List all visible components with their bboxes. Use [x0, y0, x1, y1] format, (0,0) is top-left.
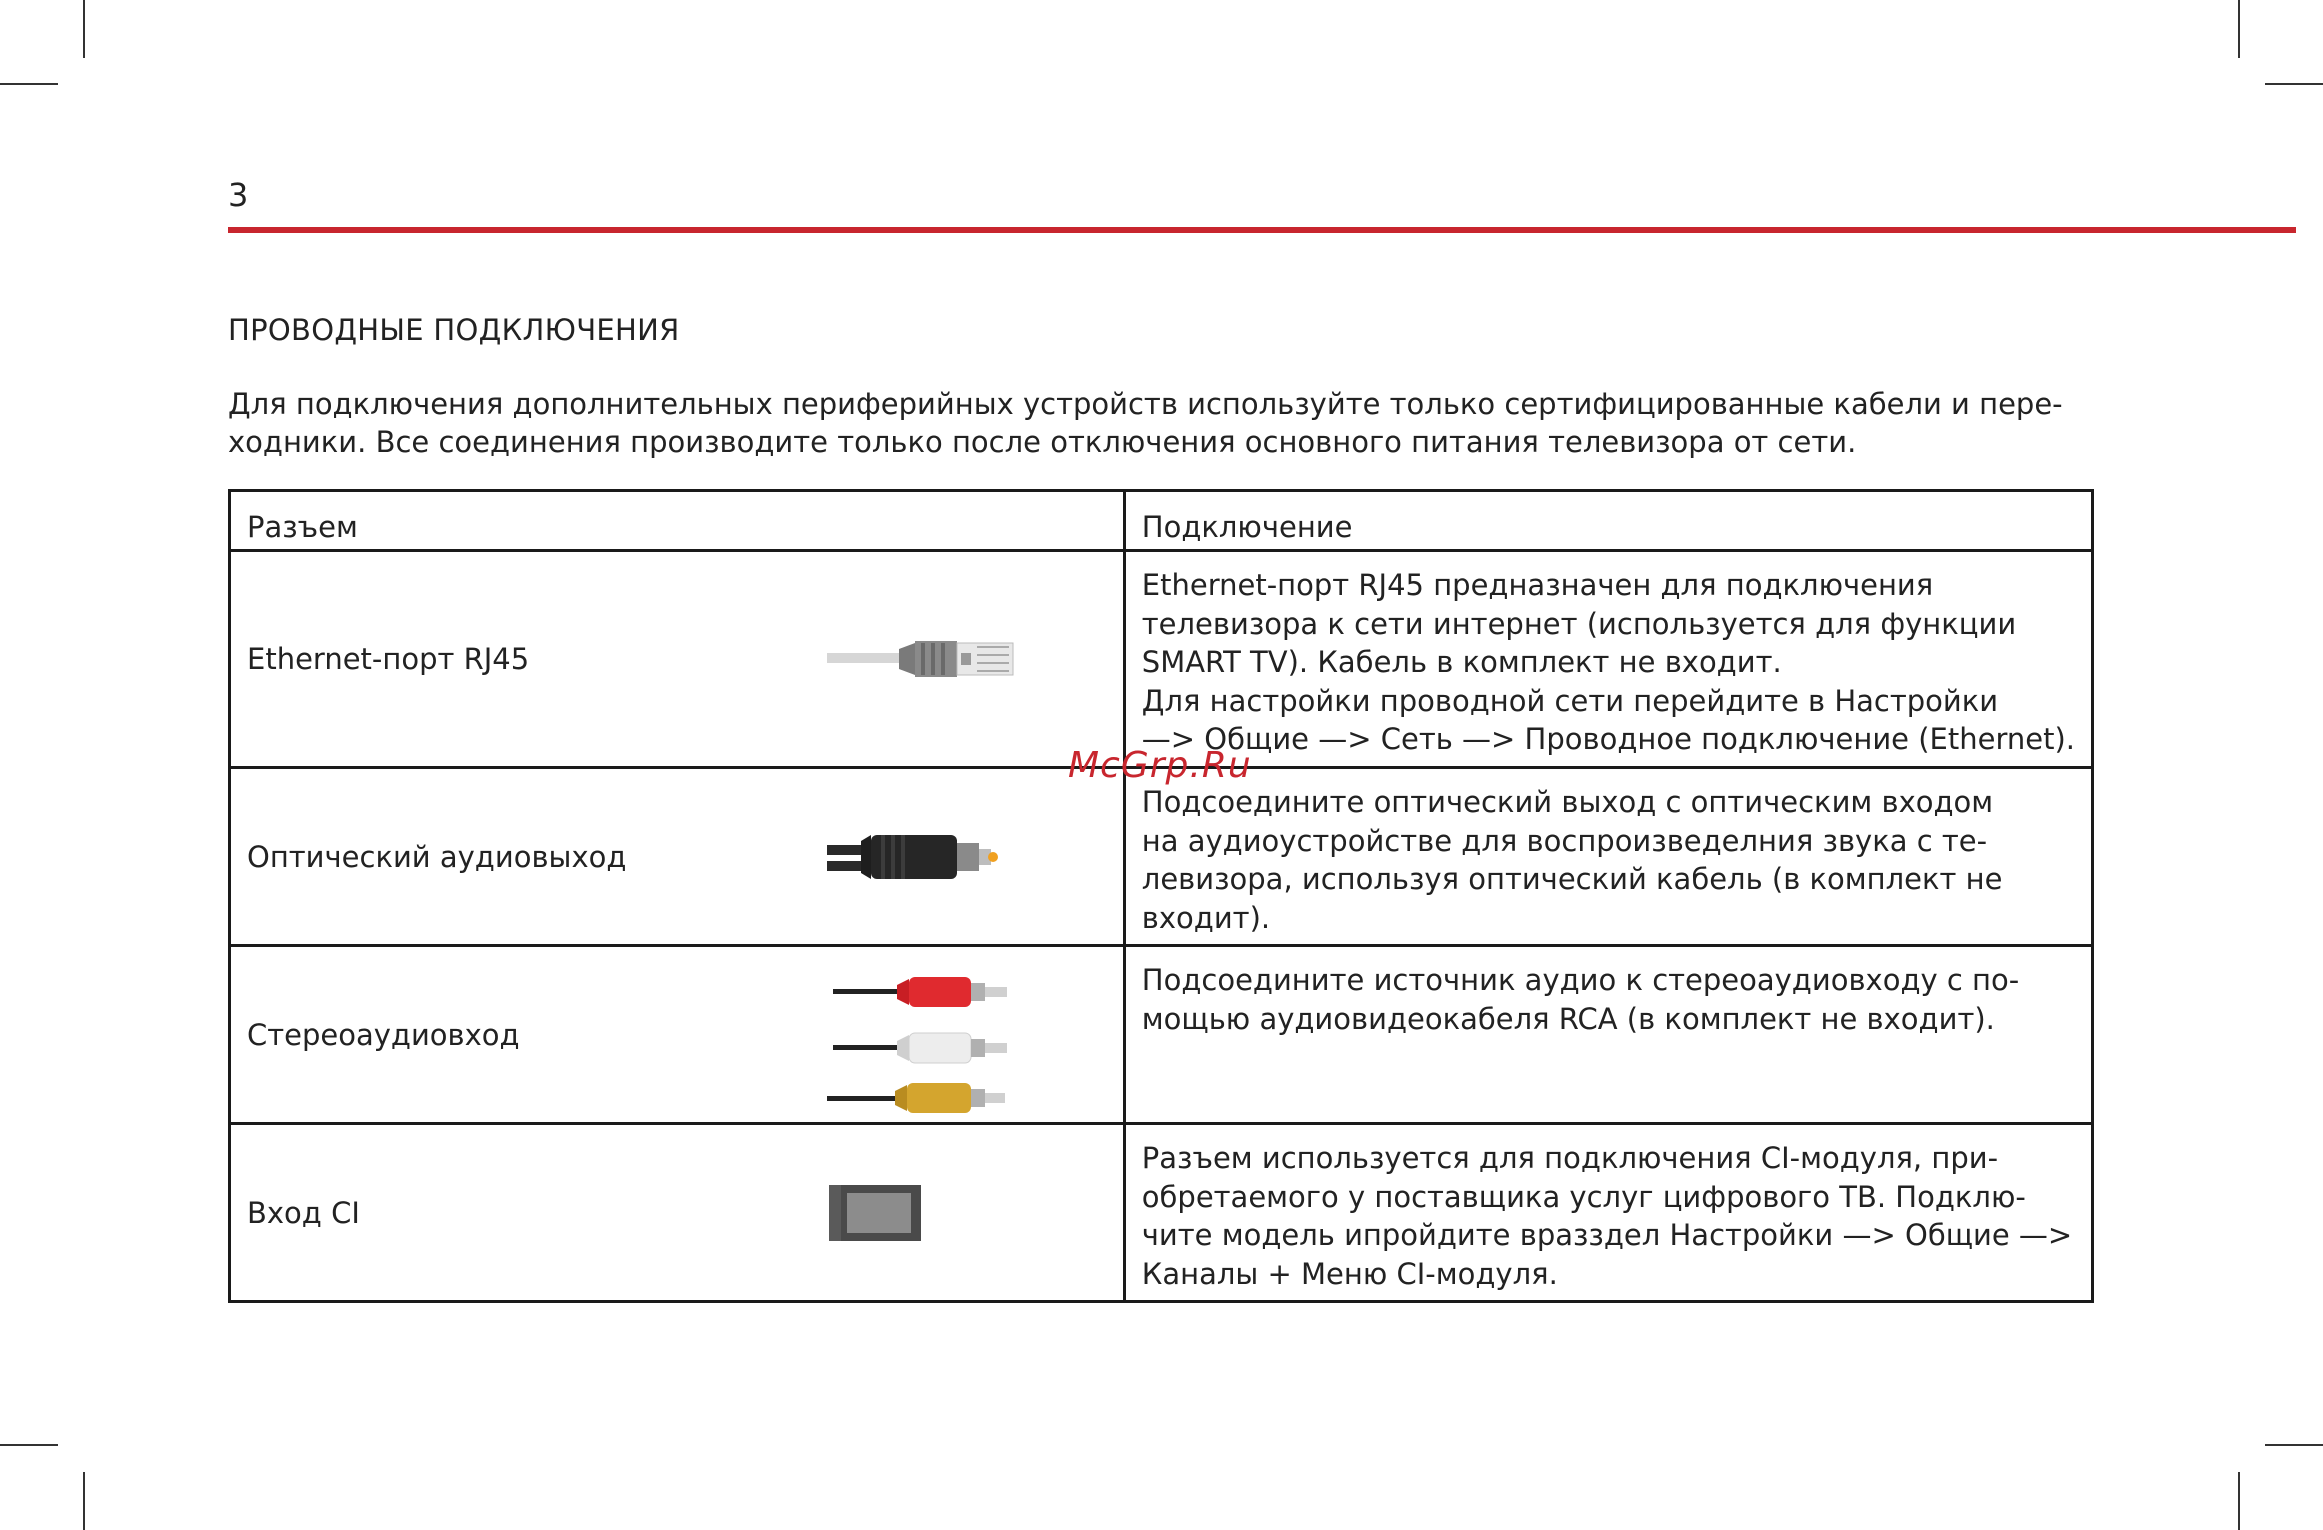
description-cell [1124, 1124, 2092, 1302]
crop-mark [83, 1472, 85, 1530]
crop-mark [2265, 83, 2323, 85]
table-header-row [230, 491, 2093, 551]
description-line: телевизора к сети интернет (используется для функции [1141, 606, 2017, 641]
description-line: обретаемого у поставщика услуг цифрового ТВ. Подклю- [1141, 1179, 2026, 1214]
table-row [230, 768, 2093, 946]
crop-mark [2238, 1472, 2240, 1530]
crop-mark [83, 0, 85, 58]
description-line: Ethernet-порт RJ45 предназначен для подключения [1141, 568, 1934, 602]
connector-label: Вход CI [247, 1195, 360, 1230]
connector-cell [230, 1124, 1125, 1302]
ci-module-icon [827, 1183, 927, 1243]
intro-paragraph [228, 385, 2238, 461]
table-row [230, 1124, 2093, 1302]
description-line: —> Общие —> Сеть —> Проводное подключение (Ethernet). [1141, 722, 2075, 756]
connector-label: Ethernet-порт RJ45 [247, 642, 530, 676]
page-number: 3 [228, 176, 249, 214]
ethernet-cable-icon [827, 629, 1027, 689]
header-connector: Разъем [230, 491, 1125, 551]
header-connection: Подключение [1124, 491, 2092, 551]
connector-label: Стереоаудиовход [247, 1017, 520, 1052]
description-line: Подсоедините источник аудио к стереоаудиовходу с по- [1141, 963, 2020, 997]
description-line: Подсоедините оптический выход с оптическим входом [1141, 785, 1994, 819]
connector-cell [230, 551, 1125, 768]
optical-cable-icon [827, 827, 1007, 887]
description-line: на аудиоустройстве для воспроизведелния звука с те- [1141, 823, 1988, 858]
table-row [230, 946, 2093, 1124]
crop-mark [0, 1444, 58, 1446]
crop-mark [2238, 0, 2240, 58]
description-line: чите модель ипройдите вразздел Настройки —> Общие —> [1141, 1218, 2073, 1252]
description-line: Для настройки проводной сети перейдите в Настройки [1141, 683, 1999, 718]
header-rule [228, 227, 2296, 233]
description-line: мощью аудиовидеокабеля RCA (в комплект не входит). [1141, 1001, 1995, 1036]
description-line: левизора, используя оптический кабель (в комплект не [1141, 862, 2003, 896]
section-title: ПРОВОДНЫЕ ПОДКЛЮЧЕНИЯ [228, 313, 680, 347]
description-cell [1124, 768, 2092, 946]
watermark: McGrp.Ru [1068, 745, 1252, 786]
connector-cell [230, 946, 1125, 1124]
connector-cell [230, 768, 1125, 946]
crop-mark [2265, 1444, 2323, 1446]
description-line: Разъем используется для подключения CI-модуля, при- [1141, 1141, 1999, 1175]
connector-label: Оптический аудиовыход [247, 839, 627, 874]
table-row [230, 551, 2093, 768]
description-line: SMART TV). Кабель в комплект не входит. [1141, 645, 1782, 679]
description-cell [1124, 946, 2092, 1124]
intro-line: Для подключения дополнительных периферийных устройств используйте только сертифицированные кабели и пере- [228, 387, 2063, 421]
crop-mark [0, 83, 58, 85]
rca-cables-icon [827, 955, 1037, 1115]
description-cell [1124, 551, 2092, 768]
intro-line: ходники. Все соединения производите только после отключения основного питания телевизора от сети. [228, 425, 1857, 459]
description-line: входит). [1141, 900, 1271, 935]
connections-table [228, 489, 2094, 1303]
description-line: Каналы + Меню CI-модуля. [1141, 1256, 1558, 1291]
